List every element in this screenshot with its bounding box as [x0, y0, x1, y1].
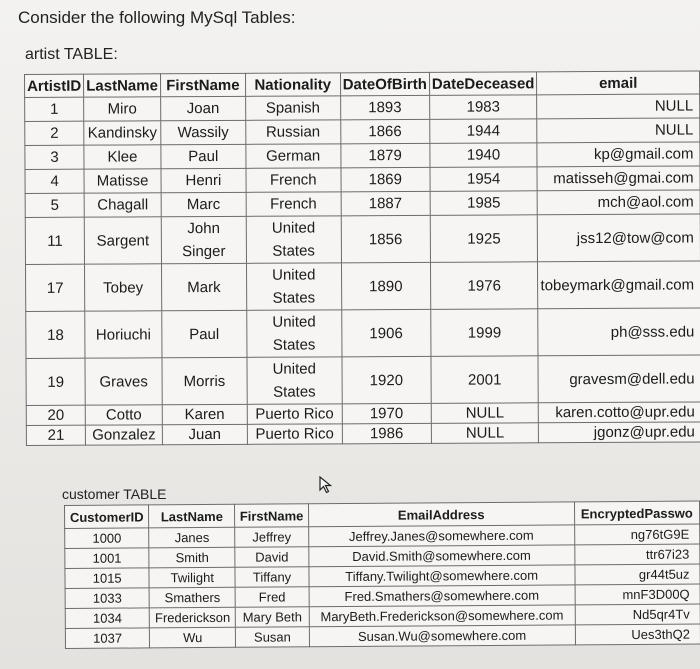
cell-firstname: Morris	[162, 357, 247, 404]
cell-lastname: Frederickson	[150, 607, 236, 628]
cell-dateofbirth: 1866	[340, 119, 429, 143]
cell-datedeceased: 1925	[430, 215, 538, 263]
cell-email: kp@gmail.com	[537, 142, 700, 167]
cell-nationality: United States	[247, 310, 342, 357]
cell-datedeceased: 2001	[431, 356, 539, 404]
table-row	[25, 142, 700, 170]
cell-lastname: Twilight	[149, 567, 235, 588]
cell-artistid: 21	[26, 425, 85, 445]
cell-emailaddress: Jeffrey.Janes@somewhere.com	[308, 525, 574, 547]
table-row	[25, 261, 700, 312]
cell-encryptedpassword: gr44t5uz	[574, 564, 700, 585]
cell-nationality: French	[246, 168, 341, 192]
cell-artistid: 3	[25, 145, 84, 169]
cell-firstname: Paul	[161, 144, 246, 168]
cell-email: mch@aol.com	[537, 190, 700, 215]
cell-firstname: Susan	[236, 627, 310, 648]
cell-dateofbirth: 1970	[342, 403, 431, 423]
header-datedeceased: DateDeceased	[429, 72, 537, 96]
cell-dateofbirth: 1906	[341, 309, 430, 356]
cell-lastname: Miro	[84, 97, 161, 121]
cell-artistid: 18	[26, 311, 85, 358]
cell-lastname: Cotto	[85, 405, 162, 425]
cell-firstname: David	[235, 547, 309, 568]
cell-email: tobeymark@gmail.com	[538, 261, 700, 309]
header-lastname: LastName	[149, 504, 235, 528]
cell-datedeceased: 1983	[429, 95, 537, 120]
cell-encryptedpassword: mnF3D00Q	[575, 584, 700, 605]
cell-dateofbirth: 1887	[341, 191, 430, 215]
cell-nationality: German	[246, 144, 341, 168]
cell-nationality: United States	[246, 263, 341, 310]
cell-lastname: Kandinsky	[84, 121, 161, 145]
header-email: email	[537, 71, 700, 95]
cell-lastname: Tobey	[85, 264, 162, 311]
cell-dateofbirth: 1890	[341, 262, 430, 309]
table-row	[26, 422, 700, 446]
cell-customerid: 1037	[65, 628, 149, 649]
header-customerid: CustomerID	[65, 505, 150, 529]
cell-encryptedpassword: ttr67i23	[574, 544, 700, 565]
cell-nationality: Puerto Rico	[247, 404, 342, 424]
cell-artistid: 17	[25, 264, 84, 311]
cell-dateofbirth: 1879	[341, 143, 430, 167]
cell-artistid: 2	[25, 121, 84, 145]
cell-lastname: Sargent	[84, 217, 161, 264]
table-row	[25, 166, 700, 194]
cell-firstname: Paul	[162, 310, 247, 357]
cell-email: matisseh@gmai.com	[537, 166, 700, 191]
cell-customerid: 1015	[65, 568, 149, 589]
table-row	[26, 355, 700, 406]
cell-lastname: Janes	[149, 527, 235, 548]
cell-artistid: 5	[25, 193, 84, 217]
cell-artistid: 1	[25, 97, 84, 121]
cell-lastname: Gonzalez	[86, 425, 163, 445]
header-emailaddress: EmailAddress	[308, 502, 574, 527]
cell-firstname: Juan	[162, 424, 247, 444]
cell-datedeceased: 1944	[430, 119, 538, 144]
cell-lastname: Graves	[85, 358, 162, 405]
cell-nationality: Spanish	[245, 96, 340, 120]
cell-firstname: Fred	[235, 587, 309, 608]
artist-table	[24, 70, 700, 446]
cell-email: NULL	[537, 118, 700, 143]
cell-dateofbirth: 1893	[340, 95, 429, 119]
cell-emailaddress: Fred.Smathers@somewhere.com	[309, 585, 575, 607]
cell-firstname: Wassily	[161, 120, 246, 144]
header-dateofbirth: DateOfBirth	[340, 72, 429, 95]
cell-customerid: 1001	[65, 548, 149, 569]
header-nationality: Nationality	[245, 73, 340, 96]
table-row	[26, 308, 700, 359]
cell-firstname: Karen	[162, 404, 247, 424]
cell-email: gravesm@dell.edu	[538, 355, 700, 403]
cell-nationality: Russian	[246, 120, 341, 144]
table-row	[25, 118, 700, 146]
table-row	[65, 624, 700, 648]
cell-emailaddress: Tiffany.Twilight@somewhere.com	[309, 565, 575, 587]
cell-lastname: Wu	[150, 627, 236, 648]
cell-lastname: Matisse	[84, 169, 161, 193]
cell-firstname: Joan	[160, 96, 245, 120]
cell-datedeceased: 1940	[430, 143, 538, 168]
cell-email: karen.cotto@upr.edu	[539, 402, 700, 423]
table-row	[25, 190, 700, 218]
table-row	[25, 94, 700, 122]
cell-artistid: 4	[25, 169, 84, 193]
cell-firstname: John Singer	[161, 216, 246, 263]
cell-firstname: Tiffany	[235, 567, 309, 588]
cell-encryptedpassword: Nd5qr4Tv	[575, 604, 700, 625]
cell-lastname: Horiuchi	[85, 311, 162, 358]
cell-datedeceased: 1976	[430, 262, 538, 310]
cell-nationality: United States	[247, 357, 342, 404]
cell-dateofbirth: 1856	[341, 215, 430, 262]
cell-customerid: 1033	[65, 588, 149, 609]
customer-table-caption: customer TABLE	[62, 486, 167, 502]
customer-table	[64, 501, 700, 649]
cell-email: ph@sss.edu	[538, 308, 700, 356]
header-lastname: LastName	[84, 74, 161, 97]
cell-datedeceased: NULL	[431, 423, 539, 444]
cell-firstname: Jeffrey	[235, 527, 309, 548]
header-artistid: ArtistID	[25, 74, 84, 97]
cell-emailaddress: MaryBeth.Frederickson@somewhere.com	[309, 605, 575, 627]
cell-email: jgonz@upr.edu	[539, 422, 700, 443]
cell-lastname: Chagall	[84, 193, 161, 217]
cell-email: NULL	[537, 94, 700, 119]
cell-datedeceased: NULL	[431, 403, 539, 424]
cell-firstname: Marc	[161, 192, 246, 216]
cell-datedeceased: 1985	[430, 191, 538, 216]
header-firstname: FirstName	[160, 73, 245, 96]
table-row	[25, 214, 700, 265]
cell-encryptedpassword: Ues3thQ2	[575, 624, 700, 645]
page-title: Consider the following MySql Tables:	[18, 8, 296, 27]
cell-emailaddress: Susan.Wu@somewhere.com	[309, 625, 575, 647]
cell-dateofbirth: 1920	[342, 356, 431, 403]
cell-datedeceased: 1999	[431, 309, 539, 357]
cell-emailaddress: David.Smith@somewhere.com	[309, 545, 575, 567]
cell-nationality: United States	[246, 216, 341, 263]
header-firstname: FirstName	[235, 504, 309, 528]
artist-table-caption: artist TABLE:	[25, 46, 118, 63]
cell-artistid: 19	[26, 358, 85, 405]
cell-encryptedpassword: ng76tG9E	[574, 524, 700, 545]
cell-artistid: 20	[26, 405, 85, 425]
cell-firstname: Mary Beth	[235, 607, 309, 628]
cell-customerid: 1000	[65, 528, 149, 549]
cell-nationality: French	[246, 192, 341, 216]
mouse-cursor-icon	[318, 476, 334, 494]
cell-artistid: 11	[25, 217, 84, 264]
cell-nationality: Puerto Rico	[247, 424, 342, 444]
header-encryptedpassword: EncryptedPasswo	[574, 501, 700, 525]
cell-dateofbirth: 1986	[342, 423, 431, 443]
cell-lastname: Klee	[84, 145, 161, 169]
cell-lastname: Smith	[149, 547, 235, 568]
cell-datedeceased: 1954	[430, 167, 538, 192]
cell-firstname: Mark	[161, 263, 246, 310]
cell-lastname: Smathers	[149, 587, 235, 608]
cell-dateofbirth: 1869	[341, 167, 430, 191]
cell-firstname: Henri	[161, 168, 246, 192]
cell-customerid: 1034	[65, 608, 149, 629]
cell-email: jss12@tow@com	[538, 214, 700, 262]
